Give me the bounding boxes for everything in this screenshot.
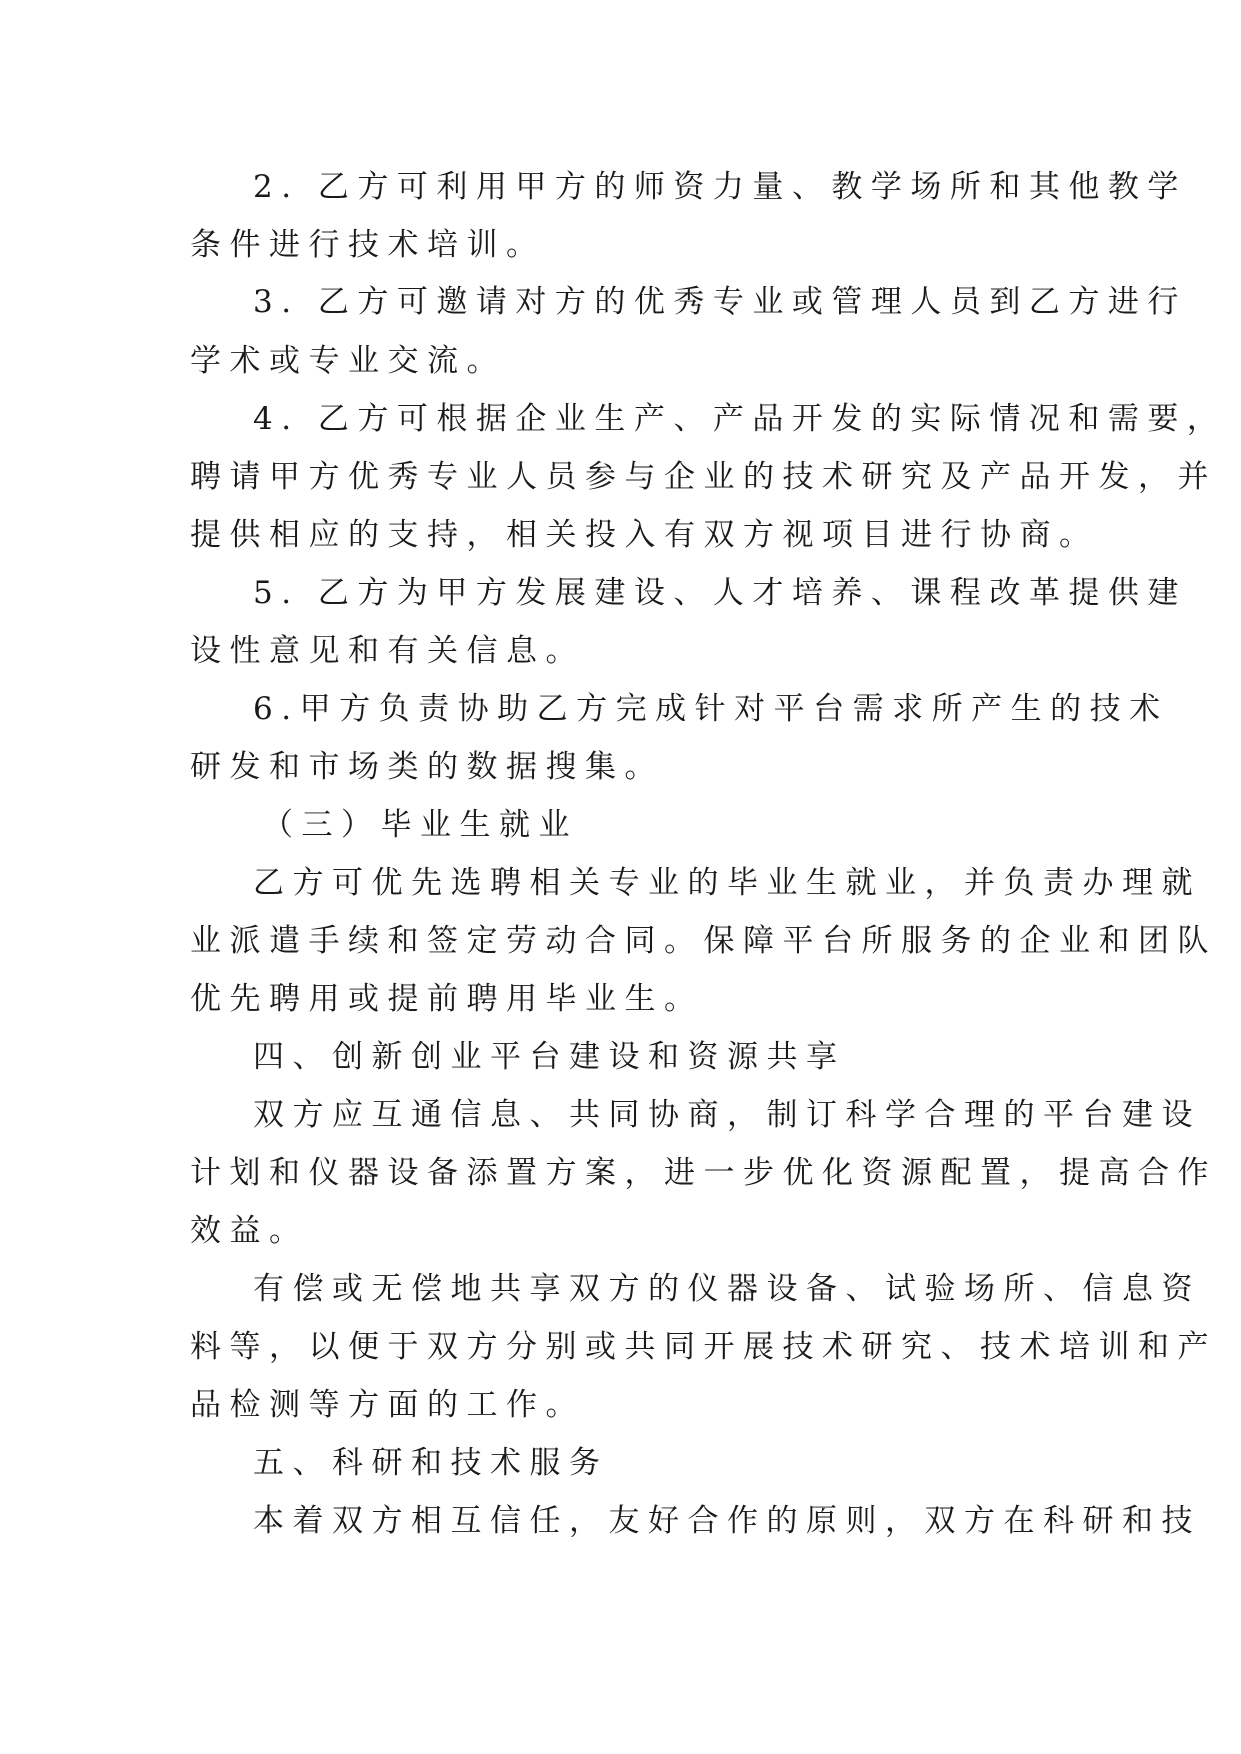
text-line: 品检测等方面的工作。: [190, 1387, 585, 1423]
text-line: 有偿或无偿地共享双方的仪器设备、试验场所、信息资: [253, 1271, 1201, 1307]
text-line: 业派遣手续和签定劳动合同。保障平台所服务的企业和团队: [190, 923, 1217, 959]
section-heading: 四、创新创业平台建设和资源共享: [253, 1039, 846, 1075]
text-line: 聘请甲方优秀专业人员参与企业的技术研究及产品开发，并: [190, 459, 1217, 495]
text-line: 4. 乙方可根据企业生产、产品开发的实际情况和需要，: [253, 401, 1227, 437]
text-line: 提供相应的支持，相关投入有双方视项目进行协商。: [190, 517, 1099, 553]
text-line: 效益。: [190, 1213, 309, 1249]
text-line: 6.甲方负责协助乙方完成针对平台需求所产生的技术: [253, 691, 1169, 727]
text-line: 5. 乙方为甲方发展建设、人才培养、课程改革提供建: [253, 575, 1187, 611]
text-line: 3. 乙方可邀请对方的优秀专业或管理人员到乙方进行: [253, 284, 1187, 320]
text-line: 2. 乙方可利用甲方的师资力量、教学场所和其他教学: [253, 169, 1187, 205]
section-heading: （三）毕业生就业: [262, 807, 578, 843]
text-line: 本着双方相互信任，友好合作的原则，双方在科研和技: [253, 1503, 1201, 1539]
text-line: 双方应互通信息、共同协商，制订科学合理的平台建设: [253, 1097, 1201, 1133]
text-line: 计划和仪器设备添置方案，进一步优化资源配置，提高合作: [190, 1155, 1217, 1191]
text-line: 条件进行技术培训。: [190, 227, 546, 263]
text-line: 料等，以便于双方分别或共同开展技术研究、技术培训和产: [190, 1329, 1217, 1365]
text-line: 设性意见和有关信息。: [190, 633, 585, 669]
text-line: 研发和市场类的数据搜集。: [190, 749, 664, 785]
text-line: 学术或专业交流。: [190, 343, 506, 379]
section-heading: 五、科研和技术服务: [253, 1445, 609, 1481]
text-line: 乙方可优先选聘相关专业的毕业生就业，并负责办理就: [253, 865, 1201, 901]
text-line: 优先聘用或提前聘用毕业生。: [190, 981, 704, 1017]
